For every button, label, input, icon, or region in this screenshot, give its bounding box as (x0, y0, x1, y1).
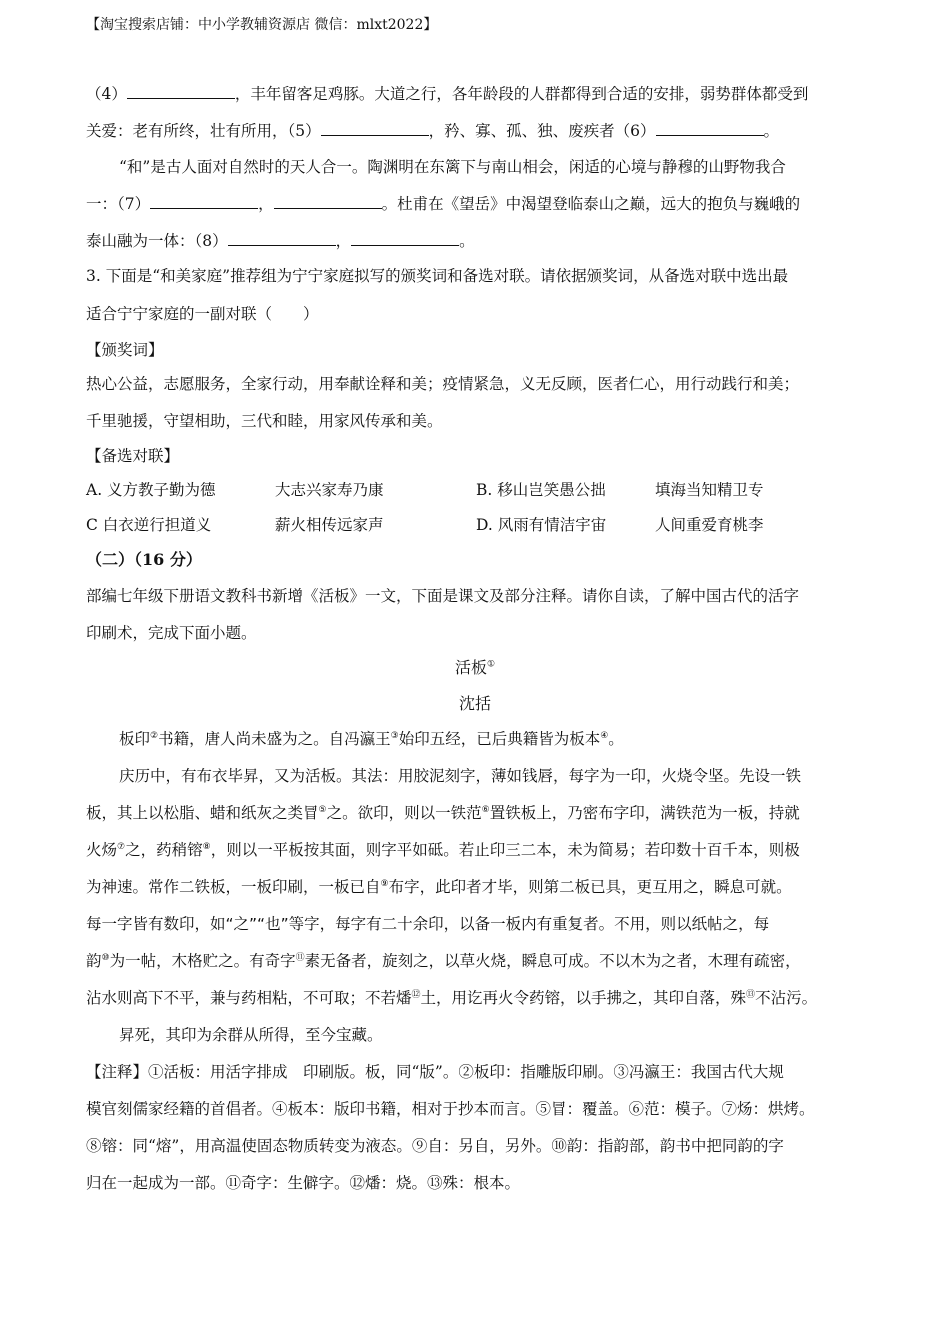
footnote-marker: ⑥ (481, 804, 490, 815)
passage-text: 始印五经，已后典籍皆为板本 (398, 730, 601, 748)
footnote-marker: ⑫ (411, 989, 421, 1000)
couplet-title: 【备选对联】 (86, 447, 180, 465)
passage-text: 板印 (119, 730, 151, 748)
fill-line-1 (86, 82, 808, 104)
page-header: 【淘宝搜索店铺：中小学教辅资源店 微信：mlxt2022】 (86, 17, 438, 33)
passage-text: ，则以一平板按其面，则字平如砥。若止印三二本，未为简易；若印数十百千本，则极 (210, 841, 800, 859)
footnote-marker: ② (150, 730, 159, 741)
footnote-marker: ⑦ (117, 841, 126, 852)
award-title: 【颁奖词】 (86, 341, 164, 359)
passage-p2-line-1: 庆历中，有布衣毕昇，又为活板。其法：用胶泥刻字，薄如钱唇，每字为一印，火烧令坚。先设一铁 (119, 767, 802, 785)
answer-blank-7a[interactable] (150, 194, 258, 209)
fill-line-3: “和”是古人面对自然时的天人合一。陶渊明在东篱下与南山相会，闲适的心境与静穆的山野物我合 (119, 158, 786, 176)
passage-text: 素无备者，旋刻之，以草火烧，瞬息可成。不以木为之者，木理有疏密， (304, 952, 801, 970)
passage-p2-line-6 (86, 949, 801, 971)
notes-line-2: 模官刻儒家经籍的首倡者。④板本：版印书籍，相对于抄本而言。⑤冒：覆盖。⑥范：模子。⑦炀：烘烤。 (86, 1100, 815, 1118)
fill-text: ，丰年留客足鸡豚。大道之行，各年龄段的人群都得到合适的安排，弱势群体都受到 (234, 85, 809, 103)
option-c[interactable]: C 白衣逆行担道义 (86, 516, 212, 534)
fill-text: 。杜甫在《望岳》中渴望登临泰山之巅，远大的抱负与巍峨的 (381, 195, 801, 213)
answer-blank-8a[interactable] (228, 231, 336, 246)
option-d[interactable]: D. 风雨有情洁宇宙 (476, 516, 607, 534)
passage-text: 为神速。常作二铁板，一板印刷，一板已自 (86, 878, 381, 896)
passage-text: 土，用讫再火令药镕，以手拂之，其印自落，殊 (420, 989, 747, 1007)
question-3-line-1: 3. 下面是“和美家庭”推荐组为宁宁家庭拟写的颁奖词和备选对联。请依据颁奖词，从备选对联中选出最 (86, 267, 789, 285)
fill-line-4 (86, 192, 800, 214)
answer-blank-4[interactable] (127, 84, 235, 99)
passage-text: 火炀 (86, 841, 118, 859)
option-a[interactable]: A. 义方教子勤为德 (86, 481, 216, 499)
section-2-intro-1: 部编七年级下册语文教科书新增《活板》一文，下面是课文及部分注释。请你自读，了解中国古代的活字 (86, 587, 800, 605)
passage-p2-line-4 (86, 875, 792, 897)
fill-text: 。 (459, 232, 475, 250)
option-a-second: 大志兴家寿乃康 (275, 481, 384, 499)
fill-text: ， (258, 195, 274, 213)
footnote-marker: ⑪ (295, 952, 305, 963)
passage-text: 为一帖，木格贮之。有奇字 (109, 952, 296, 970)
passage-text: 置铁板上，乃密布字印，满铁范为一板，持就 (489, 804, 800, 822)
section-2-title: （二）（16 分） (86, 550, 202, 569)
passage-paragraph-1 (119, 727, 624, 749)
footnote-marker: ⑬ (746, 989, 756, 1000)
fill-text: 泰山融为一体：（8） (86, 232, 228, 250)
fill-text: ，矜、寡、孤、独、废疾者（6） (428, 122, 656, 140)
passage-text: 布字，此印者才毕，则第二板已具，更互用之，瞬息可就。 (388, 878, 792, 896)
question-3-line-2: 适合宁宁家庭的一副对联（ ） (86, 305, 319, 323)
footnote-marker: ① (486, 659, 496, 670)
option-c-second: 薪火相传远家声 (275, 516, 384, 534)
answer-blank-8b[interactable] (351, 231, 459, 246)
fill-line-5 (86, 229, 475, 251)
answer-blank-6[interactable] (656, 121, 764, 136)
passage-text: 板，其上以松脂、蜡和纸灰之类冒 (86, 804, 319, 822)
passage-title-text: 活板 (454, 658, 487, 677)
notes-line-3: ⑧镕：同“熔”，用高温使固态物质转变为液态。⑨自：另自，另外。⑩韵：指韵部，韵书中把同韵的字 (86, 1137, 784, 1155)
award-line-1: 热心公益，志愿服务，全家行动，用奉献诠释和美；疫情紧急，义无反顾，医者仁心，用行动践行和美； (86, 375, 800, 393)
passage-p2-line-2 (86, 801, 800, 823)
fill-text: 一：（7） (86, 195, 151, 213)
passage-text: 书籍，唐人尚未盛为之。自冯瀛王 (158, 730, 391, 748)
option-b-second: 填海当知精卫专 (655, 481, 764, 499)
passage-title (0, 655, 950, 678)
passage-text: 韵 (86, 952, 102, 970)
passage-text: 沾水则高下不平，兼与药相粘，不可取；不若燔 (86, 989, 412, 1007)
answer-blank-7b[interactable] (274, 194, 382, 209)
footnote-marker: ⑧ (202, 841, 211, 852)
passage-p2-line-5: 每一字皆有数印，如“之”“也”等字，每字有二十余印，以备一板内有重复者。不用，则以纸帖之，每 (86, 915, 770, 933)
option-b[interactable]: B. 移山岂笑愚公拙 (476, 481, 606, 499)
section-2-intro-2: 印刷术，完成下面小题。 (86, 624, 257, 642)
fill-text: ， (335, 232, 352, 250)
passage-paragraph-3: 昇死，其印为余群从所得，至今宝藏。 (119, 1026, 383, 1044)
footnote-marker: ④ (600, 730, 609, 741)
fill-text: （4） (86, 85, 127, 103)
notes-line-1: 【注释】①活板：用活字排成 印刷版。板，同“版”。②板印：指雕版印刷。③冯瀛王：我国古代大规 (86, 1063, 784, 1081)
passage-author: 沈括 (458, 694, 491, 713)
passage-text: 。 (608, 730, 624, 748)
passage-text: 之，药稍镕 (125, 841, 203, 859)
option-d-second: 人间重爱育桃李 (655, 516, 764, 534)
fill-text: 关爱：老有所终，壮有所用，（5） (86, 122, 321, 140)
footnote-marker: ⑩ (101, 952, 110, 963)
passage-text: 不沾污。 (755, 989, 818, 1007)
fill-text: 。 (763, 122, 780, 140)
award-line-2: 千里驰援，守望相助，三代和睦，用家风传承和美。 (86, 412, 443, 430)
fill-line-2 (86, 119, 779, 141)
footnote-marker: ③ (390, 730, 399, 741)
answer-blank-5[interactable] (321, 121, 429, 136)
passage-text: 之。欲印，则以一铁范 (326, 804, 482, 822)
footnote-marker: ⑤ (318, 804, 327, 815)
footnote-marker: ⑨ (380, 878, 389, 889)
passage-p2-line-7 (86, 986, 817, 1008)
passage-p2-line-3 (86, 838, 800, 860)
notes-line-4: 归在一起成为一部。⑪奇字：生僻字。⑫燔：烧。⑬殊：根本。 (86, 1174, 521, 1192)
